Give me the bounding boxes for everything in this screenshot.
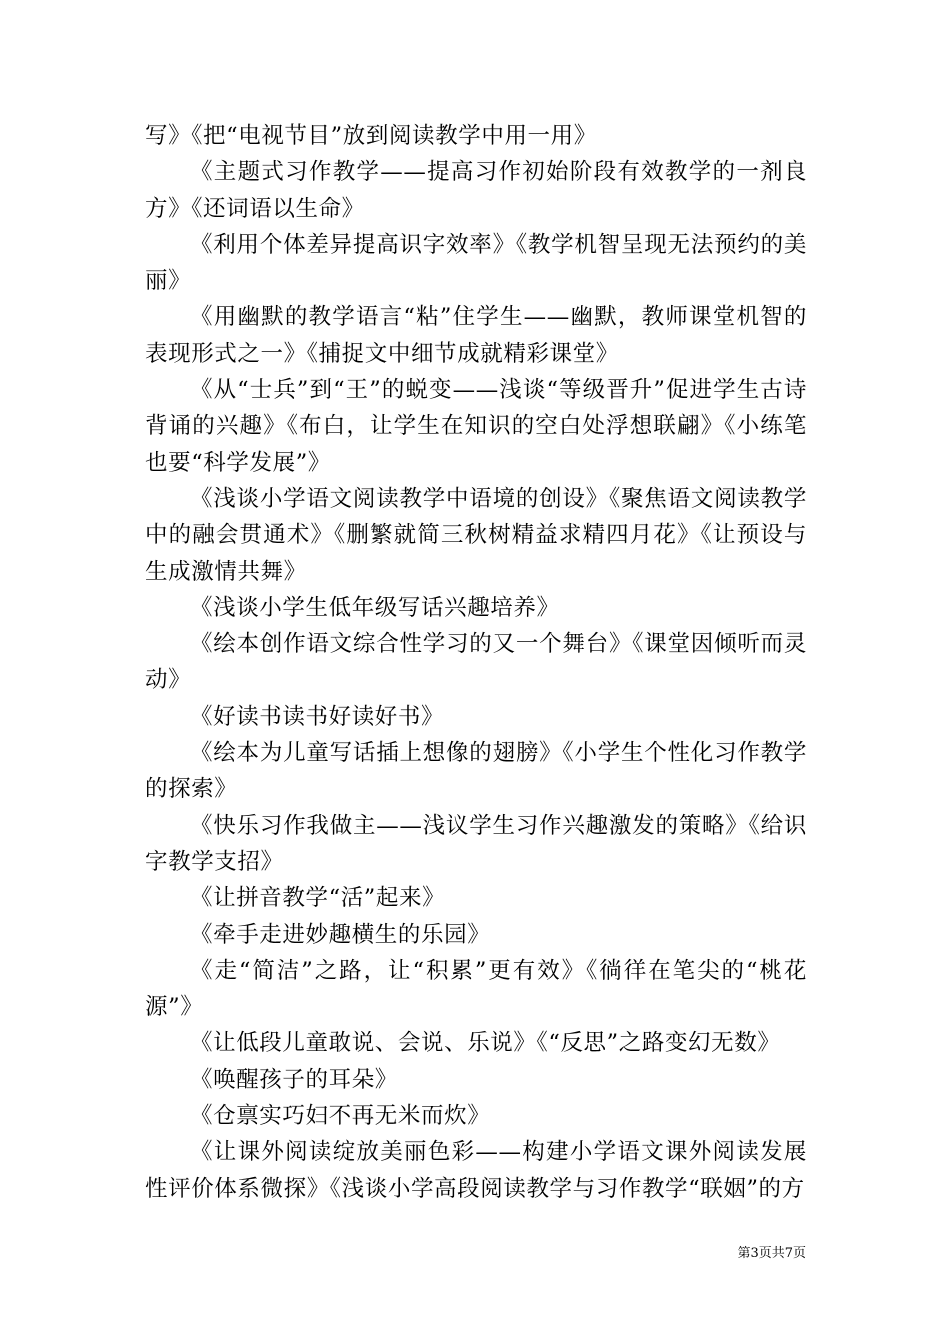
paragraph-14: 《走“简洁”之路，让“积累”更有效》《徜徉在笔尖的“桃花源”》 — [145, 957, 807, 1021]
paragraph-2: 《主题式习作教学——提高习作初始阶段有效教学的一剂良方》《还词语以生命》 — [145, 159, 807, 222]
paragraph-9: 《好读书读书好读好书》 — [190, 703, 445, 730]
paragraph-13: 《牵手走进妙趣横生的乐园》 — [190, 921, 491, 948]
paragraph-17: 《仓禀实巧妇不再无米而炊》 — [190, 1103, 491, 1130]
paragraph-4: 《用幽默的教学语言“粘”住学生——幽默，教师课堂机智的表现形式之一》《捕捉文中细节成就精彩课堂》 — [145, 304, 807, 367]
paragraph-5: 《从“士兵”到“王”的蜕变——浅谈“等级晋升”促进学生古诗背诵的兴趣》《布白，让学生在知识的空白处浮想联翩》《小练笔也要“科学发展”》 — [145, 377, 807, 476]
paragraph-16: 《唤醒孩子的耳朵》 — [190, 1066, 398, 1093]
paragraph-18: 《让课外阅读绽放美丽色彩——构建小学语文课外阅读发展性评价体系微探》《浅谈小学高段阅读教学与习作教学“联姻”的方 — [145, 1139, 807, 1202]
page-number-footer: 第3页共7页 — [737, 1246, 806, 1261]
paragraph-10: 《绘本为儿童写话插上想像的翅膀》《小学生个性化习作教学的探索》 — [145, 740, 807, 803]
document-body — [145, 118, 807, 1207]
paragraph-7: 《浅谈小学生低年级写话兴趣培养》 — [190, 594, 560, 621]
paragraph-6: 《浅谈小学语文阅读教学中语境的创设》《聚焦语文阅读教学中的融会贯通术》《删繁就简三秋树精益求精四月花》《让预设与生成激情共舞》 — [145, 485, 807, 585]
paragraph-11: 《快乐习作我做主——浅议学生习作兴趣激发的策略》《给识字教学支招》 — [145, 812, 807, 875]
paragraph-12: 《让拼音教学“活”起来》 — [190, 885, 446, 912]
paragraph-3: 《利用个体差异提高识字效率》《教学机智呈现无法预约的美丽》 — [145, 231, 807, 295]
paragraph-8: 《绘本创作语文综合性学习的又一个舞台》《课堂因倾听而灵动》 — [145, 631, 807, 694]
paragraph-1: 写》《把“电视节目”放到阅读教学中用一用》 — [145, 123, 597, 149]
paragraph-15: 《让低段儿童敢说、会说、乐说》《“反思”之路变幻无数》 — [190, 1030, 781, 1057]
